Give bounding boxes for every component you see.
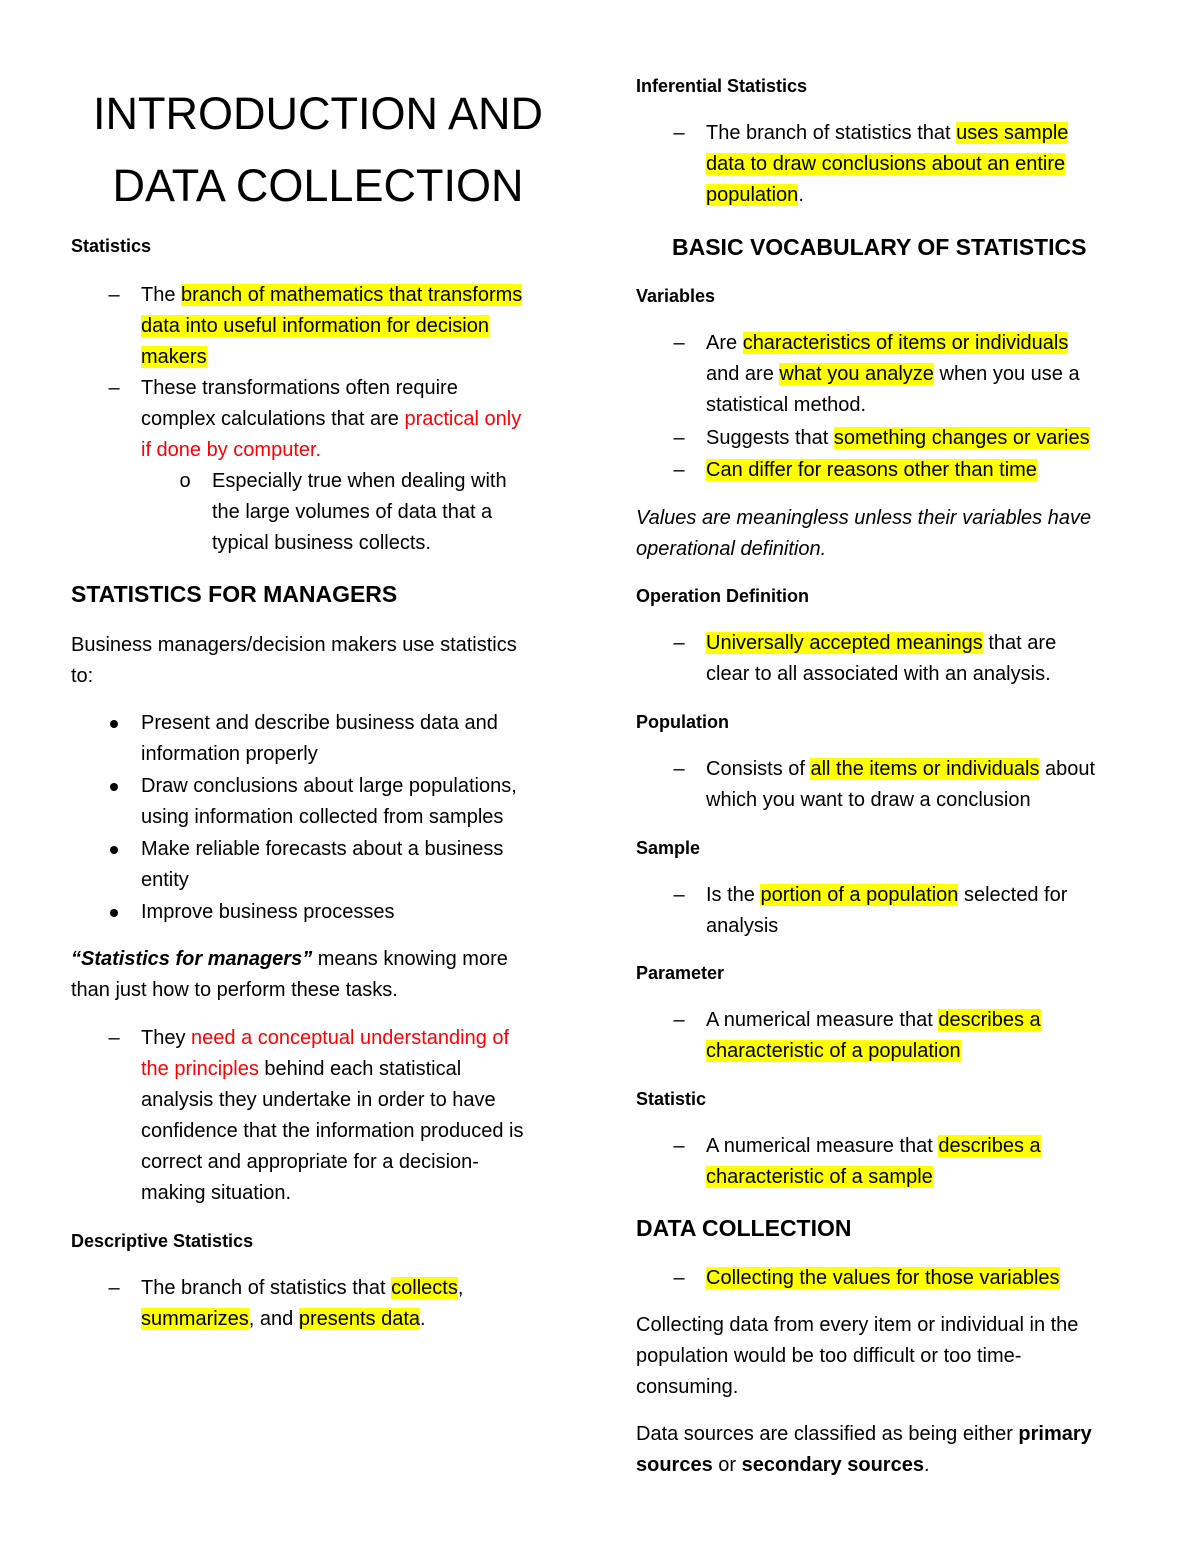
dash-marker: – — [673, 1009, 685, 1031]
dash-marker: – — [673, 758, 685, 780]
population-item: – Consists of all the items or individuals about which you want to draw a conclusion — [706, 754, 1136, 816]
variables-item: – Suggests that something changes or varies — [706, 423, 1136, 454]
data-sources-paragraph: Data sources are classified as being either primary sources or secondary sources. — [636, 1423, 1092, 1476]
dash-marker: – — [673, 884, 685, 906]
dash-marker: – — [108, 377, 120, 399]
dash-marker: – — [673, 459, 685, 481]
variables-item: – Are characteristics of items or individuals and are what you analyze when you use a statistical method. — [706, 328, 1136, 421]
operation-definition-item: – Universally accepted meanings that are clear to all associated with an analysis. — [706, 628, 1136, 690]
variables-item: – Can differ for reasons other than time — [706, 455, 1136, 486]
page-title — [71, 78, 565, 222]
inferential-definition: – The branch of statistics that uses sample data to draw conclusions about an entire population. — [706, 118, 1136, 211]
statistic-item: – A numerical measure that describes a characteristic of a sample — [706, 1131, 1136, 1193]
dash-marker: – — [108, 1277, 120, 1299]
statistics-heading: Statistics — [71, 236, 152, 256]
data-collection-heading: DATA COLLECTION — [636, 1215, 852, 1241]
dash-marker: – — [673, 122, 685, 144]
variables-heading: Variables — [636, 286, 716, 306]
dash-marker: – — [673, 1135, 685, 1157]
descriptive-definition: – The branch of statistics that collects, summarizes, and presents data. — [141, 1273, 571, 1335]
managers-intro: Business managers/decision makers use statistics to: — [71, 634, 517, 687]
dash-marker: – — [673, 427, 685, 449]
dash-marker: – — [108, 284, 120, 306]
dash-marker: – — [108, 1027, 120, 1049]
descriptive-statistics-heading: Descriptive Statistics — [71, 1231, 254, 1251]
operation-definition-heading: Operation Definition — [636, 586, 809, 606]
title-line-1: INTRODUCTION AND — [93, 88, 543, 139]
bullet-icon — [104, 834, 124, 865]
statistics-definition: – The branch of mathematics that transforms data into useful information for decision makers — [141, 280, 571, 373]
bullet-item: Present and describe business data and information properly — [141, 708, 571, 770]
bullet-item: Make reliable forecasts about a business entity — [141, 834, 571, 896]
parameter-item: – A numerical measure that describes a characteristic of a population — [706, 1005, 1136, 1067]
statistic-heading: Statistic — [636, 1089, 707, 1109]
dash-marker: – — [673, 632, 685, 654]
transformations-item: – These transformations often require complex calculations that are practical only if done by computer. — [141, 373, 571, 466]
inferential-statistics-heading: Inferential Statistics — [636, 76, 808, 96]
sample-item: – Is the portion of a population selected for analysis — [706, 880, 1136, 942]
bullet-item: Draw conclusions about large populations, using information collected from samples — [141, 771, 571, 833]
bullet-icon — [104, 897, 124, 928]
values-note: Values are meaningless unless their variables have operational definition. — [636, 507, 1092, 560]
population-heading: Population — [636, 712, 729, 732]
bullet-icon — [104, 771, 124, 802]
conceptual-understanding-item: – They need a conceptual understanding of the principles behind each statistical analysis they undertake in order to have confidence that the information produced is correct and appropriate for a decision- making situation. — [141, 1023, 571, 1209]
large-volumes-subitem: o Especially true when dealing with the large volumes of data that a typical business collects. — [212, 466, 572, 559]
title-line-2: DATA COLLECTION — [112, 160, 524, 211]
data-collection-paragraph: Collecting data from every item or individual in the population would be too difficult or too time- consuming. — [636, 1314, 1079, 1398]
circle-marker: o — [179, 470, 191, 492]
statistics-for-managers-quote: “Statistics for managers” means knowing more than just how to perform these tasks. — [71, 948, 508, 1001]
dash-marker: – — [673, 332, 685, 354]
dash-marker: – — [673, 1267, 685, 1289]
basic-vocabulary-heading: BASIC VOCABULARY OF STATISTICS — [672, 234, 1087, 260]
statistics-for-managers-heading: STATISTICS FOR MANAGERS — [71, 581, 398, 607]
bullet-item: Improve business processes — [141, 897, 571, 928]
bullet-icon — [104, 708, 124, 739]
data-collection-item: – Collecting the values for those variables — [706, 1263, 1136, 1294]
sample-heading: Sample — [636, 838, 701, 858]
parameter-heading: Parameter — [636, 963, 725, 983]
